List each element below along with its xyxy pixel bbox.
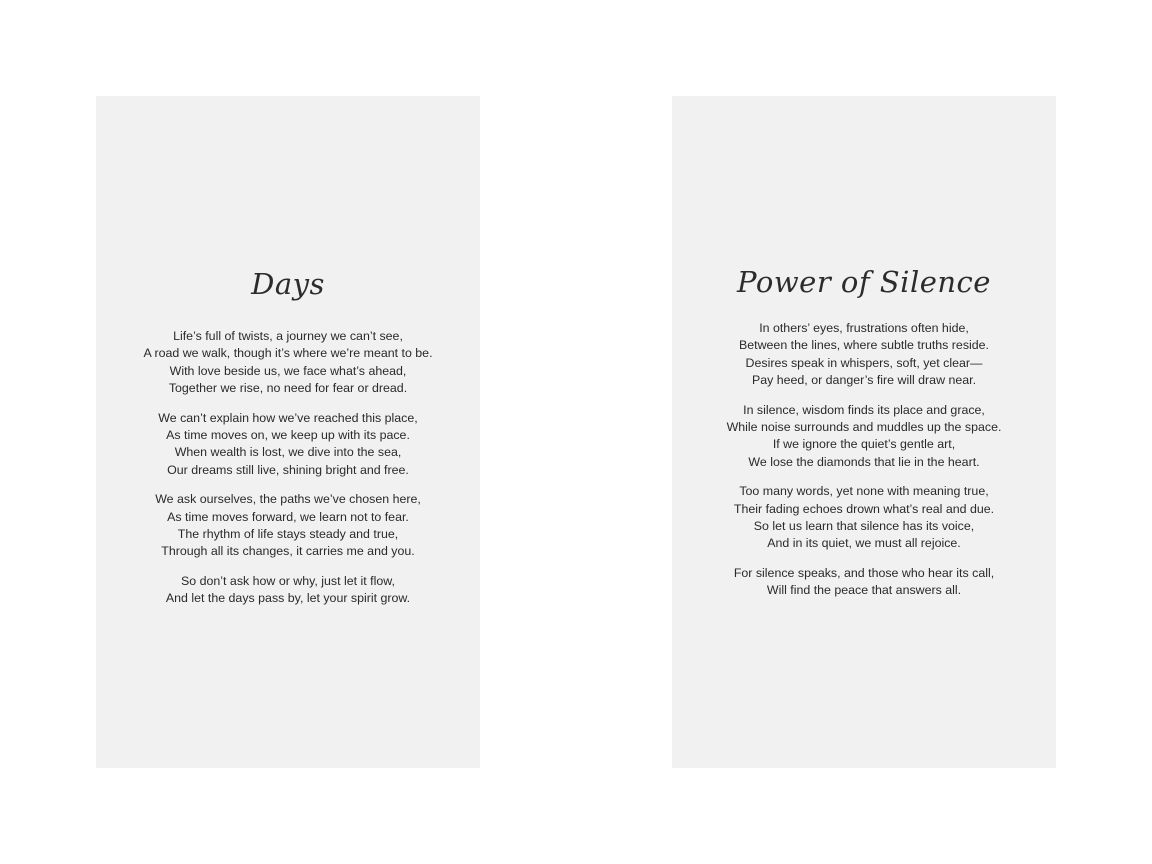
poem-line: If we ignore the quiet’s gentle art,: [772, 437, 956, 452]
poem-title: Days: [251, 267, 325, 301]
poem-line: Our dreams still live, shining bright and free.: [167, 462, 409, 477]
poem-line: The rhythm of life stays steady and true,: [177, 527, 399, 542]
poem-line: Life’s full of twists, a journey we can’t see,: [173, 329, 403, 343]
poem-power-of-silence: [672, 262, 1056, 612]
poem-line: Through all its changes, it carries me and you.: [161, 544, 415, 559]
poem-line: Together we rise, no need for fear or dread.: [168, 381, 408, 396]
stanza: [672, 483, 1056, 553]
poem-line: Will find the peace that answers all.: [766, 583, 962, 598]
poem-title: Power of Silence: [737, 265, 991, 299]
poem-line: We ask ourselves, the paths we’ve chosen here,: [155, 492, 421, 507]
poem-line: And in its quiet, we must all rejoice.: [767, 536, 961, 551]
stanza: [96, 410, 480, 480]
stanza: [96, 491, 480, 561]
poem-line: While noise surrounds and muddles up the space.: [726, 420, 1002, 435]
poem-line: As time moves on, we keep up with its pace.: [166, 428, 410, 443]
poem-line: As time moves forward, we learn not to fear.: [167, 509, 409, 524]
poem-line: So let us learn that silence has its voice,: [753, 519, 975, 534]
poem-line: In silence, wisdom finds its place and grace,: [743, 402, 985, 417]
poem-line: And let the days pass by, let your spirit grow.: [165, 591, 411, 606]
poem-line: For silence speaks, and those who hear its call,: [733, 565, 995, 580]
left-page: [96, 96, 480, 768]
right-page: [672, 96, 1056, 768]
poem-line: Their fading echoes drown what’s real and due.: [733, 501, 995, 516]
poem-line: Between the lines, where subtle truths reside.: [738, 338, 989, 353]
poem-line: With love beside us, we face what’s ahead,: [169, 363, 407, 378]
stanza: [96, 328, 480, 398]
poem-line: Desires speak in whispers, soft, yet clear—: [745, 355, 983, 370]
poem-line: We lose the diamonds that lie in the heart.: [748, 454, 980, 469]
poem-line: Pay heed, or danger’s fire will draw near.: [751, 373, 977, 388]
stanza: [96, 573, 480, 608]
poem-line: A road we walk, though it’s where we’re meant to be.: [143, 346, 433, 361]
poem-line: Too many words, yet none with meaning true,: [739, 484, 989, 499]
stanza: [672, 320, 1056, 390]
poem-line: In others’ eyes, frustrations often hide,: [759, 321, 969, 335]
stanza: [672, 565, 1056, 600]
poem-line: When wealth is lost, we dive into the sea,: [174, 445, 402, 460]
poem-line: We can’t explain how we’ve reached this place,: [158, 410, 418, 425]
poem-line: So don’t ask how or why, just let it flow,: [181, 573, 395, 588]
poem-days: [96, 264, 480, 620]
stanza: [672, 402, 1056, 472]
